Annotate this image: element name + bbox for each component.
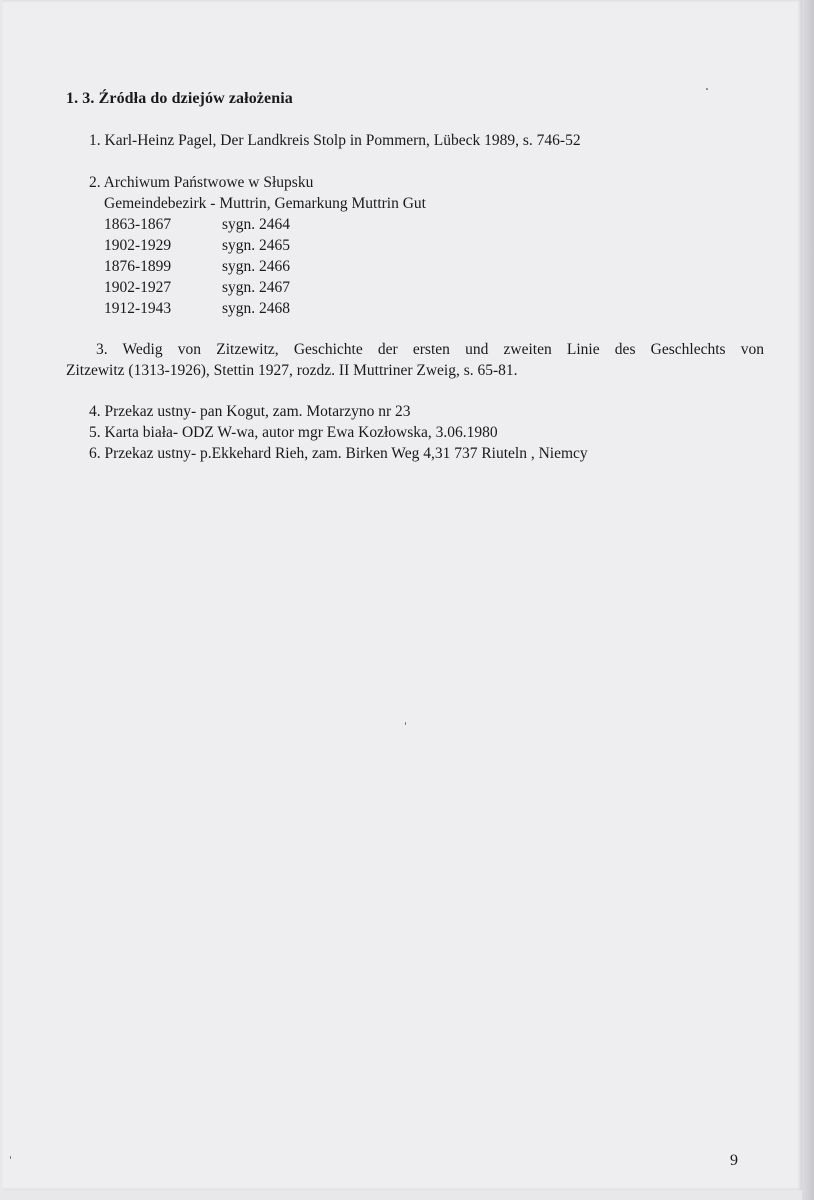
source-2-title: 2. Archiwum Państwowe w Słupsku — [89, 174, 314, 191]
archive-row — [104, 300, 290, 318]
archive-years: 1902-1929 — [104, 237, 172, 254]
source-3-line-2: Zitzewitz (1313-1926), Stettin 1927, rozdz. II Muttriner Zweig, s. 65-81. — [66, 362, 518, 379]
scan-speck — [706, 88, 708, 90]
archive-years: 1902-1927 — [104, 279, 172, 296]
scan-speck — [405, 722, 406, 725]
archive-signature: sygn. 2467 — [222, 279, 291, 296]
archive-years: 1912-1943 — [104, 300, 172, 317]
archive-signature: sygn. 2464 — [222, 216, 291, 233]
archive-signature: sygn. 2468 — [222, 300, 291, 317]
archive-row — [104, 279, 290, 297]
archive-signature: sygn. 2466 — [222, 258, 291, 275]
source-5: 5. Karta biała- ODZ W-wa, autor mgr Ewa Kozłowska, 3.06.1980 — [89, 424, 498, 441]
archive-row — [104, 237, 290, 255]
section-heading: 1. 3. Źródła do dziejów założenia — [66, 90, 293, 107]
document-page — [2, 0, 802, 1190]
source-6: 6. Przekaz ustny- p.Ekkehard Rieh, zam. Birken Weg 4,31 737 Riuteln , Niemcy — [89, 445, 588, 462]
scan-speck — [10, 1156, 11, 1159]
page-number: 9 — [730, 1152, 738, 1169]
archive-years: 1876-1899 — [104, 258, 172, 275]
page-edge-shadow — [802, 0, 814, 1200]
source-3-line-1: 3. Wedig von Zitzewitz, Geschichte der ersten und zweiten Linie des Geschlechts von — [96, 341, 764, 358]
source-1: 1. Karl-Heinz Pagel, Der Landkreis Stolp in Pommern, Lübeck 1989, s. 746-52 — [89, 132, 581, 149]
archive-row — [104, 216, 290, 234]
source-2-subtitle: Gemeindebezirk - Muttrin, Gemarkung Muttrin Gut — [104, 195, 426, 212]
archive-years: 1863-1867 — [104, 216, 172, 233]
archive-row — [104, 258, 290, 276]
archive-signature: sygn. 2465 — [222, 237, 291, 254]
source-4: 4. Przekaz ustny- pan Kogut, zam. Motarzyno nr 23 — [89, 403, 411, 420]
